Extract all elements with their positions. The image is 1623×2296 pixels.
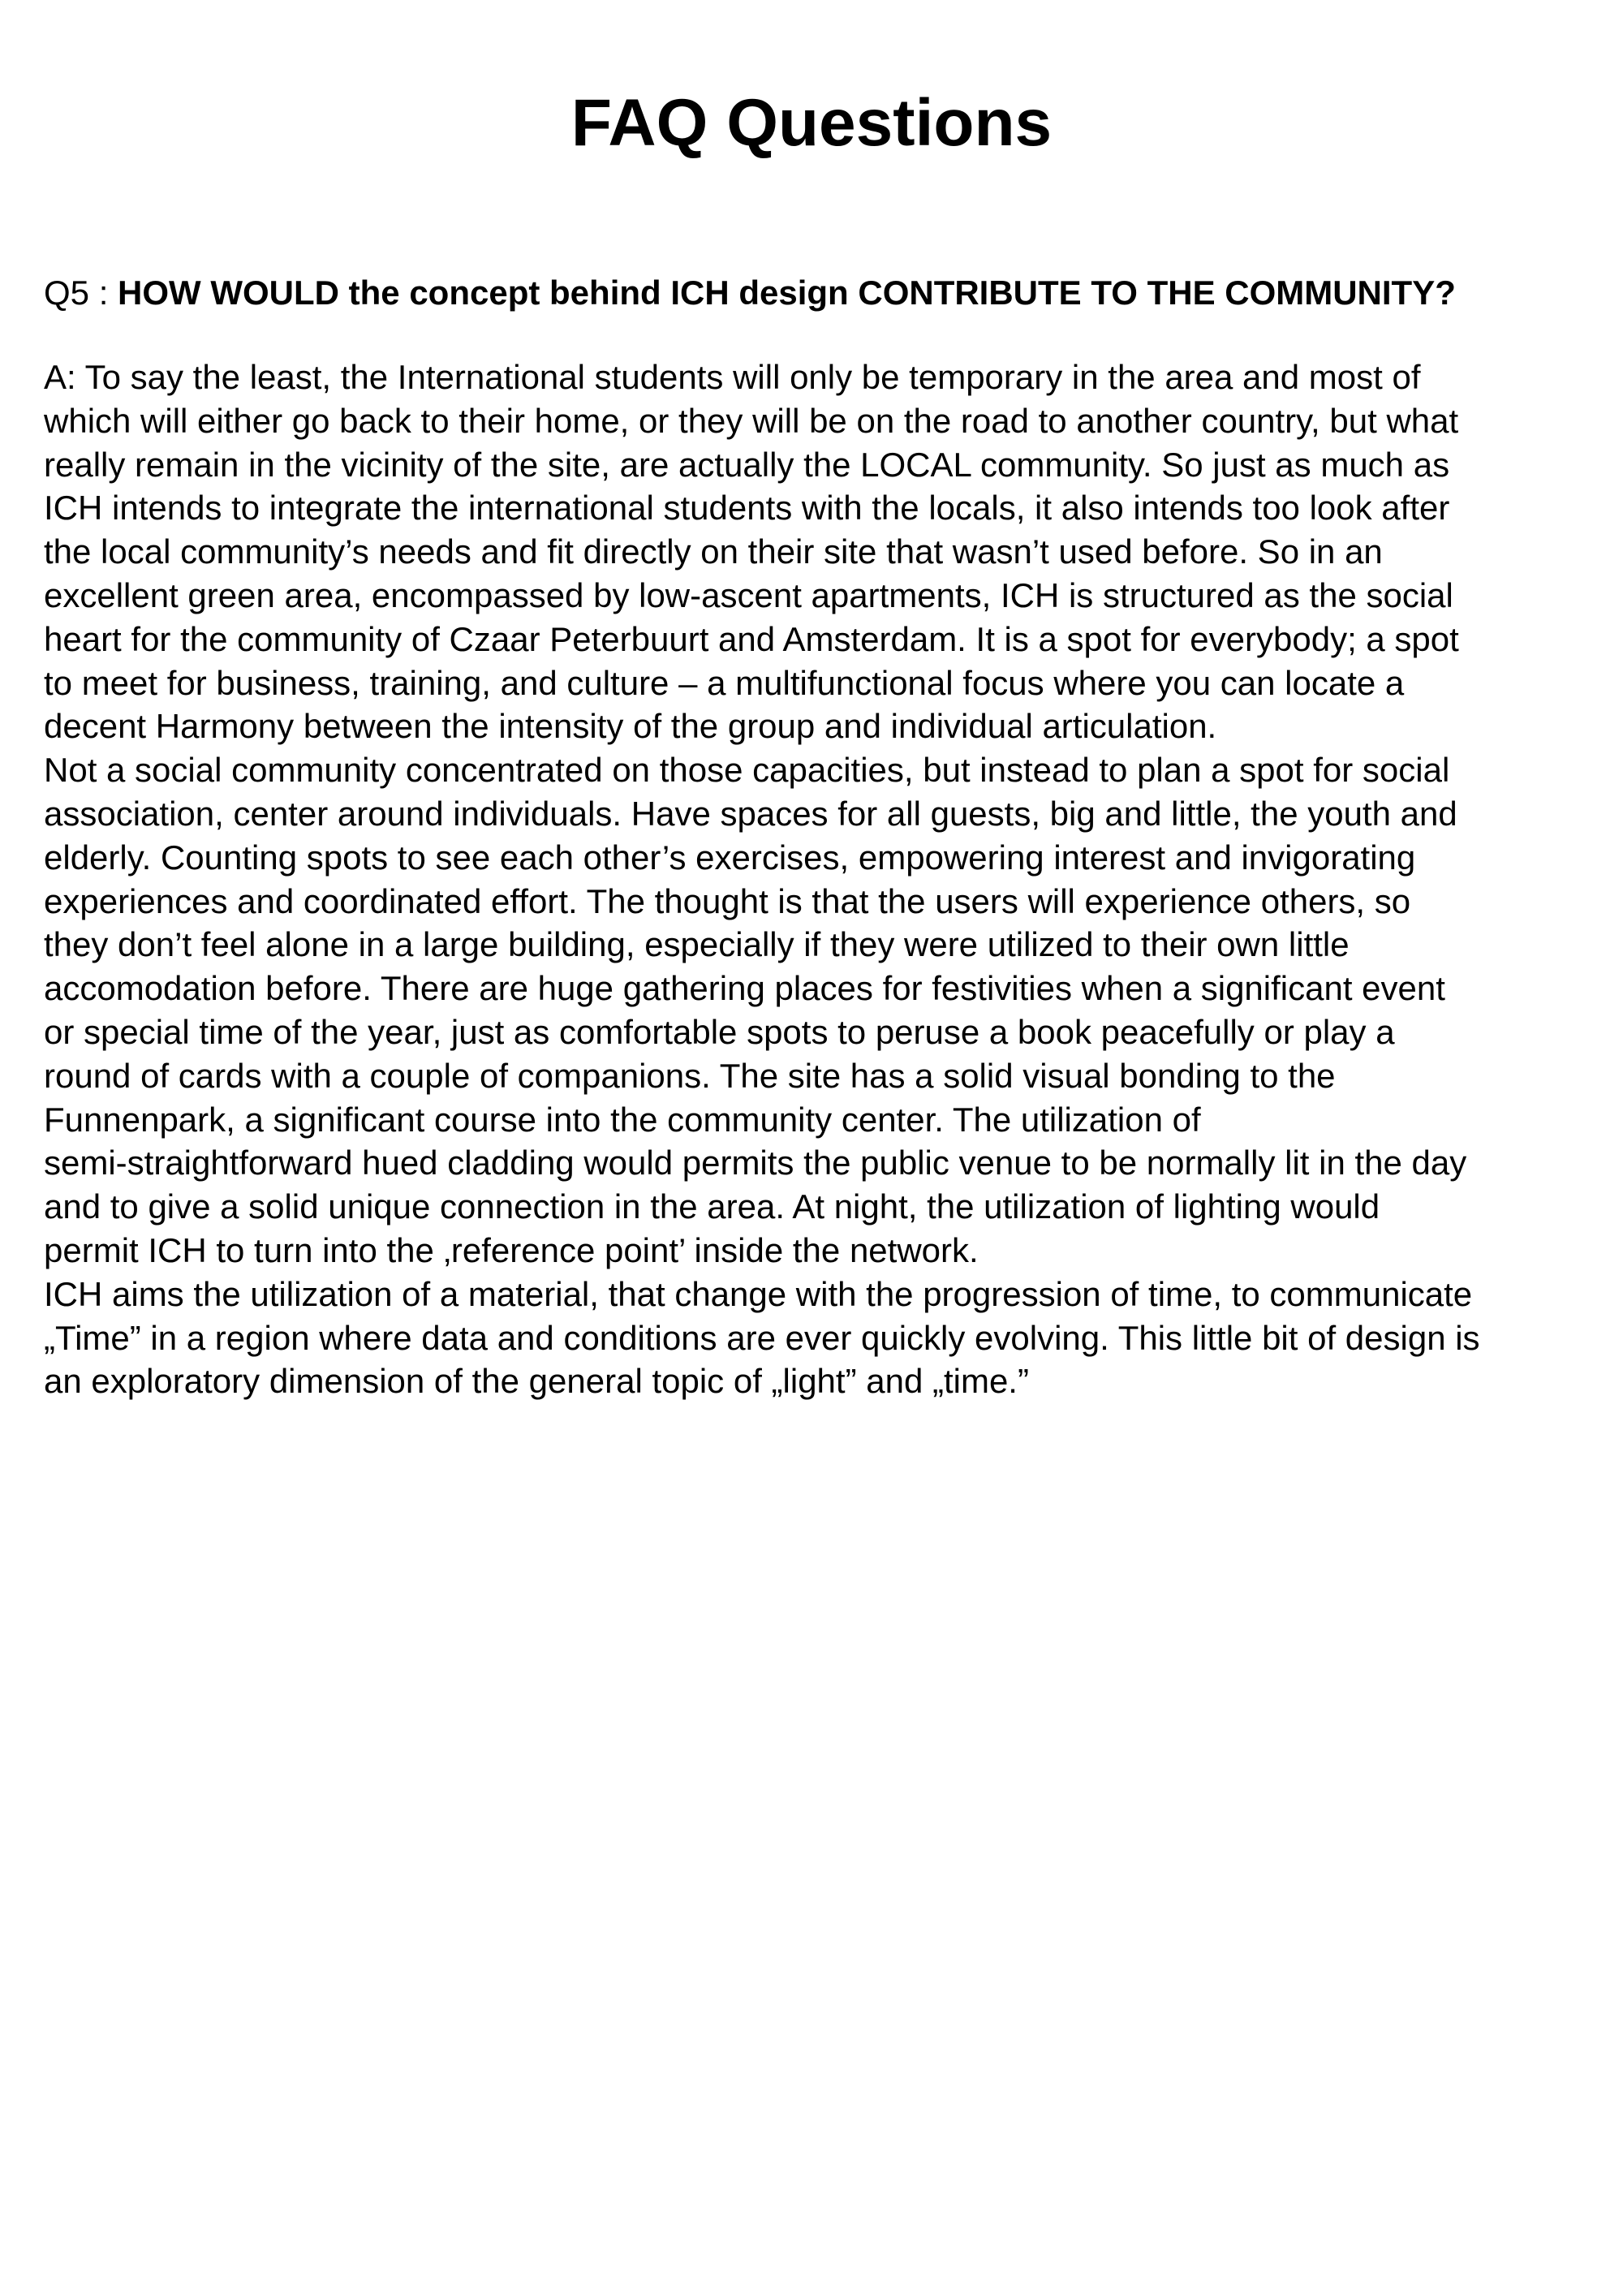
question-number: Q5 : [44, 274, 118, 312]
answer-line: elderly. Counting spots to see each other’s exercises, empowering interest and invigorating [44, 838, 1416, 877]
answer-line: association, center around individuals. Have spaces for all guests, big and little, the youth and [44, 794, 1457, 833]
answer-line: semi-straightforward hued cladding would permits the public venue to be normally lit in the day [44, 1144, 1467, 1182]
answer-line: decent Harmony between the intensity of the group and individual articulation. [44, 707, 1217, 746]
answer-line: and to give a solid unique connection in the area. At night, the utilization of lighting would [44, 1187, 1380, 1226]
answer-line: or special time of the year, just as comfortable spots to peruse a book peacefully or play a [44, 1012, 1395, 1051]
answer-line: ICH intends to integrate the international students with the locals, it also intends too look after [44, 489, 1450, 528]
answer-line: accomodation before. There are huge gathering places for festivities when a significant event [44, 969, 1445, 1008]
answer-line: Not a social community concentrated on those capacities, but instead to plan a spot for social [44, 751, 1450, 790]
answer-line: really remain in the vicinity of the site, are actually the LOCAL community. So just as much as [44, 445, 1450, 484]
answer-line: A: To say the least, the International students will only be temporary in the area and most of [44, 358, 1421, 396]
answer-line: round of cards with a couple of companions. The site has a solid visual bonding to the [44, 1056, 1336, 1095]
answer-line: permit ICH to turn into the ‚reference point’ inside the network. [44, 1230, 979, 1269]
question-text: HOW WOULD the concept behind ICH design CONTRIBUTE TO THE COMMUNITY? [118, 274, 1456, 312]
answer-line: excellent green area, encompassed by low-ascent apartments, ICH is structured as the social [44, 575, 1453, 614]
answer-line: to meet for business, training, and culture – a multifunctional focus where you can locate a [44, 663, 1405, 702]
answer-line: heart for the community of Czaar Peterbuurt and Amsterdam. It is a spot for everybody; a spot [44, 619, 1459, 658]
answer-line: they don’t feel alone in a large building, especially if they were utilized to their own little [44, 925, 1350, 964]
page-title: FAQ Questions [570, 86, 1053, 160]
answer-line: an exploratory dimension of the general topic of „light” and „time.” [44, 1362, 1029, 1401]
answer-line: experiences and coordinated effort. The thought is that the users will experience others, so [44, 881, 1411, 920]
answer-line: which will either go back to their home, or they will be on the road to another country, but what [44, 401, 1459, 440]
faq-answer [44, 355, 1610, 1403]
answer-line: the local community’s needs and fit directly on their site that wasn’t used before. So in an [44, 532, 1383, 571]
answer-line: Funnenpark, a significant course into the community center. The utilization of [44, 1100, 1201, 1139]
answer-line: „Time” in a region where data and conditions are ever quickly evolving. This little bit of design is [44, 1318, 1480, 1357]
faq-question [44, 268, 1618, 318]
answer-line: ICH aims the utilization of a material, that change with the progression of time, to communicate [44, 1274, 1473, 1313]
